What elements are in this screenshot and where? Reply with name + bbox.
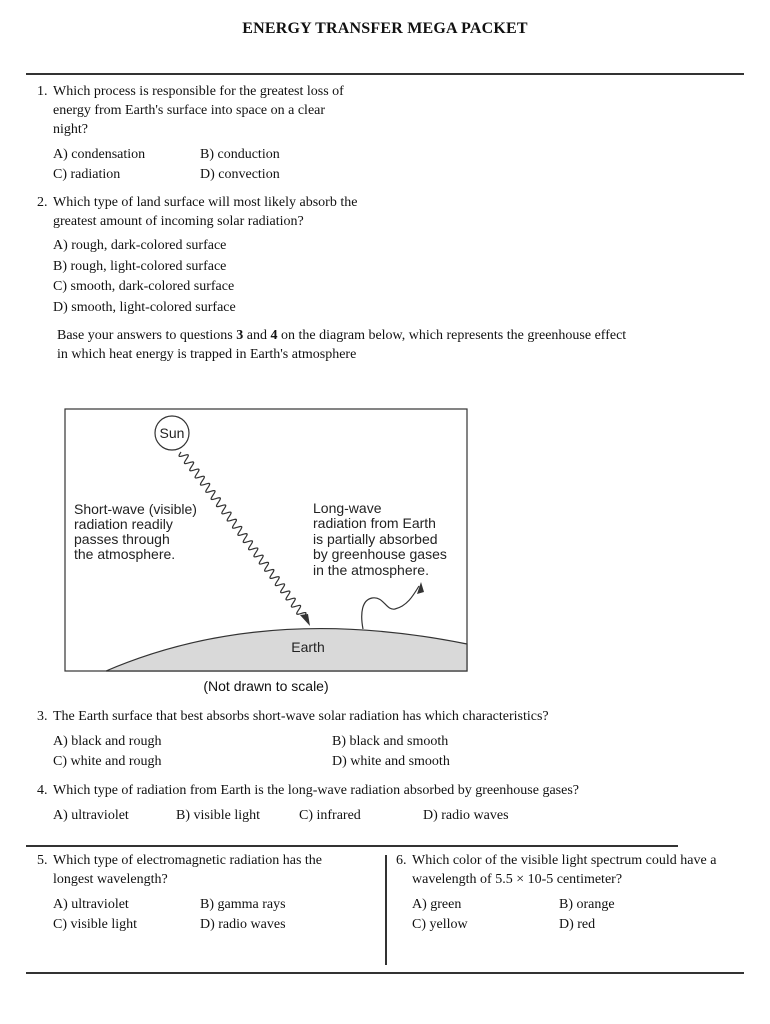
question-text <box>53 193 357 231</box>
intro-question-ref: 4 <box>270 328 278 343</box>
diagram-caption: (Not drawn to scale) <box>203 678 329 694</box>
question-number: 2. <box>37 195 48 210</box>
question-text-line: Which color of the visible light spectrum could have a <box>412 853 717 868</box>
short-wave-label-line: Short-wave (visible) <box>74 501 197 517</box>
section-divider <box>26 845 678 847</box>
answer-option[interactable]: D) radio waves <box>200 917 286 932</box>
question-number: 3. <box>37 709 48 724</box>
answer-option[interactable]: C) visible light <box>53 917 137 932</box>
question-text: The Earth surface that best absorbs short-wave solar radiation has which characteristics? <box>53 709 549 724</box>
question-text-line: longest wavelength? <box>53 872 168 887</box>
answer-option[interactable]: C) yellow <box>412 917 468 932</box>
answer-option[interactable]: B) conduction <box>200 147 280 162</box>
answer-option[interactable]: A) rough, dark-colored surface <box>53 238 227 253</box>
short-wave-label-line: the atmosphere. <box>74 546 176 562</box>
answer-option[interactable]: C) white and rough <box>53 754 162 769</box>
question-number: 4. <box>37 783 48 798</box>
question-text <box>53 82 344 139</box>
diagram-intro <box>57 326 747 364</box>
answer-option[interactable]: D) radio waves <box>423 808 509 823</box>
answer-option[interactable]: D) red <box>559 917 596 932</box>
top-divider <box>26 73 744 75</box>
question-text: Which type of radiation from Earth is the long-wave radiation absorbed by greenhouse gases? <box>53 783 579 798</box>
answer-option[interactable]: C) radiation <box>53 167 121 182</box>
answer-option[interactable]: A) black and rough <box>53 734 162 749</box>
answer-option[interactable]: D) convection <box>200 167 280 182</box>
answer-option[interactable]: A) green <box>412 897 462 912</box>
short-wave-label-line: radiation readily <box>74 516 173 532</box>
question-text-line: greatest amount of incoming solar radiation? <box>53 214 304 229</box>
question-text-line: Which type of electromagnetic radiation has the <box>53 853 323 868</box>
answer-option[interactable]: C) smooth, dark-colored surface <box>53 279 235 294</box>
question-number: 6. <box>396 853 407 868</box>
answer-option[interactable]: B) black and smooth <box>332 734 449 749</box>
long-wave-label-line: in the atmosphere. <box>313 562 429 578</box>
intro-text: and <box>243 328 271 343</box>
question-number: 1. <box>37 84 48 99</box>
short-wave-label-line: passes through <box>74 531 170 547</box>
intro-text: on the diagram below, which represents the greenhouse effect <box>277 328 627 343</box>
greenhouse-diagram <box>64 408 468 672</box>
long-wave-label-line: is partially absorbed <box>313 531 438 547</box>
page-title: ENERGY TRANSFER MEGA PACKET <box>242 20 528 37</box>
answer-option[interactable]: D) white and smooth <box>332 754 450 769</box>
answer-option[interactable]: B) orange <box>559 897 615 912</box>
answer-option[interactable]: B) rough, light-colored surface <box>53 259 227 274</box>
long-wave-label-line: Long-wave <box>313 500 382 516</box>
intro-question-ref: 3 <box>236 328 244 343</box>
question-text-line: energy from Earth's surface into space on a clear <box>53 103 326 118</box>
intro-text: Base your answers to questions <box>57 328 237 343</box>
earth-label: Earth <box>291 639 325 655</box>
answer-option[interactable]: D) smooth, light-colored surface <box>53 300 236 315</box>
long-wave-label-line: radiation from Earth <box>313 515 436 531</box>
question-text <box>53 851 322 889</box>
answer-option[interactable]: A) ultraviolet <box>53 808 129 823</box>
question-text <box>412 851 716 889</box>
question-text-line: Which process is responsible for the greatest loss of <box>53 84 344 99</box>
answer-option[interactable]: B) gamma rays <box>200 897 286 912</box>
column-divider <box>385 855 387 965</box>
question-text-line: night? <box>53 122 88 137</box>
answer-option[interactable]: C) infrared <box>299 808 361 823</box>
answer-option[interactable]: A) condensation <box>53 147 146 162</box>
answer-option[interactable]: A) ultraviolet <box>53 897 129 912</box>
bottom-divider <box>26 972 744 974</box>
question-text-line: Which type of land surface will most likely absorb the <box>53 195 358 210</box>
sun-label: Sun <box>159 425 185 441</box>
question-number: 5. <box>37 853 48 868</box>
answer-option[interactable]: B) visible light <box>176 808 260 823</box>
intro-text: in which heat energy is trapped in Earth's atmosphere <box>57 347 357 362</box>
question-text-line: wavelength of 5.5 × 10-5 centimeter? <box>412 872 623 887</box>
long-wave-label-line: by greenhouse gases <box>313 546 447 562</box>
